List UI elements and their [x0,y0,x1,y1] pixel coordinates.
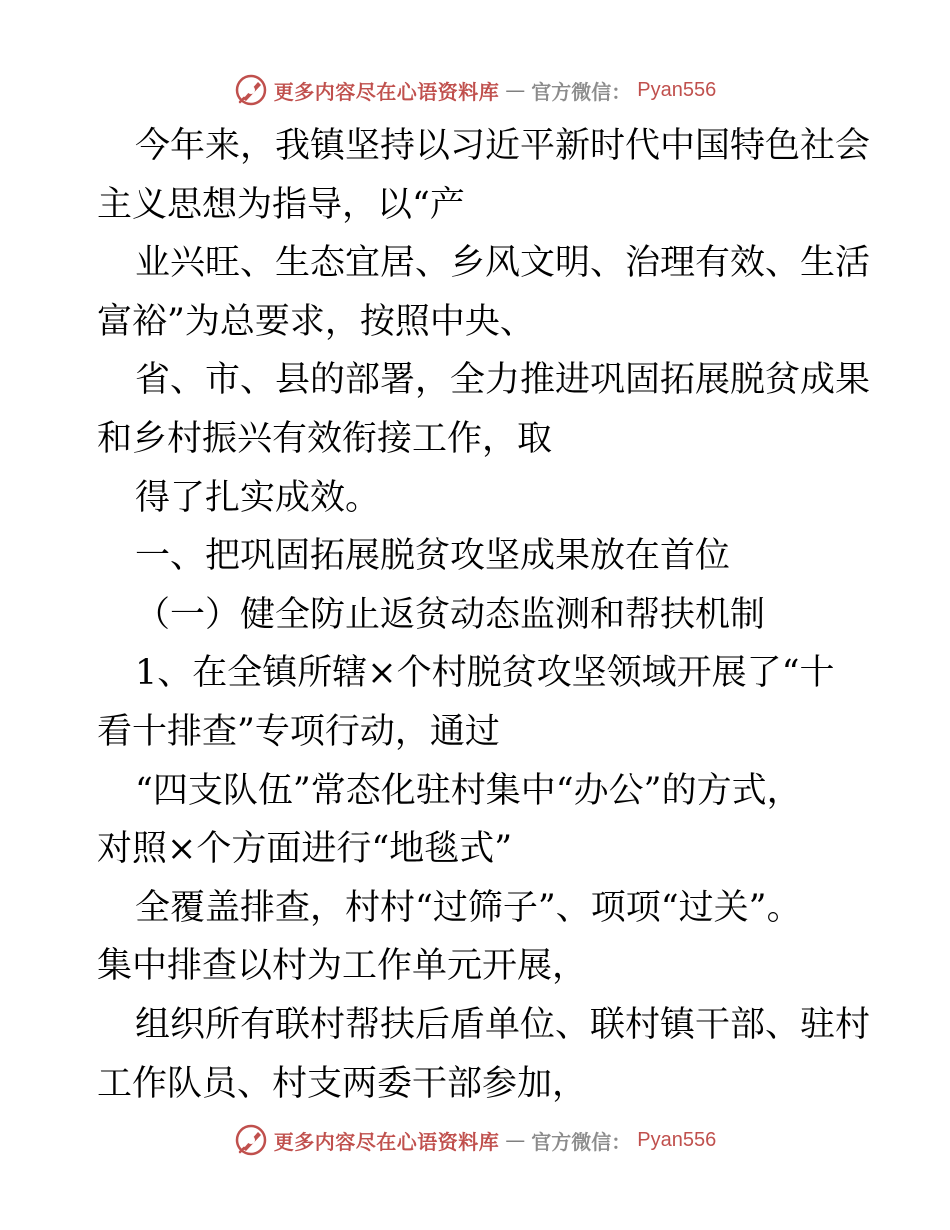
text-line: 和乡村振兴有效衔接工作，取 [97,418,553,459]
text-line: 组织所有联村帮扶后盾单位、联村镇干部、驻村 [135,1004,871,1045]
watermark-separator: — [505,1128,526,1152]
quill-pen-circle-icon [234,1123,268,1157]
watermark-footer [0,1120,950,1160]
document-body [97,117,871,1113]
text-line: 看十排查”专项行动，通过 [97,711,500,752]
watermark-wechat-label: 官方微信： [531,1129,632,1154]
watermark-site-text: 更多内容尽在心语资料库 [273,1129,500,1154]
watermark-header [0,70,950,110]
text-line: 1、在全镇所辖×个村脱贫攻坚领域开展了“十 [135,653,835,694]
text-line: 省、市、县的部署，全力推进巩固拓展脱贫成果 [135,360,871,401]
watermark-wechat-id: Pyan556 [637,1128,717,1151]
text-line: 集中排查以村为工作单元开展， [97,946,588,987]
text-line: 工作队员、村支两委干部参加， [97,1063,588,1104]
watermark-site-text: 更多内容尽在心语资料库 [273,79,500,104]
text-line: “四支队伍”常态化驻村集中“办公”的方式， [135,770,802,811]
watermark-header-inner [234,73,716,107]
quill-pen-circle-icon [234,73,268,107]
text-line: 得了扎实成效。 [135,477,381,518]
text-line: 富裕”为总要求，按照中央、 [97,301,535,342]
section-heading: 一、把巩固拓展脱贫攻坚成果放在首位 [135,536,731,577]
text-line: 主义思想为指导，以“产 [97,184,465,225]
watermark-footer-inner [234,1123,716,1157]
text-line: 今年来，我镇坚持以习近平新时代中国特色社会 [135,126,871,166]
text-line: 全覆盖排查，村村“过筛子”、项项“过关”。 [135,887,802,928]
watermark-separator: — [505,78,526,102]
text-line: 业兴旺、生态宜居、乡风文明、治理有效、生活 [135,243,871,284]
watermark-wechat-label: 官方微信： [531,79,632,104]
text-line: 对照×个方面进行“地毯式” [97,829,513,870]
subsection-heading: （一）健全防止返贫动态监测和帮扶机制 [135,594,766,635]
watermark-wechat-id: Pyan556 [637,78,717,101]
